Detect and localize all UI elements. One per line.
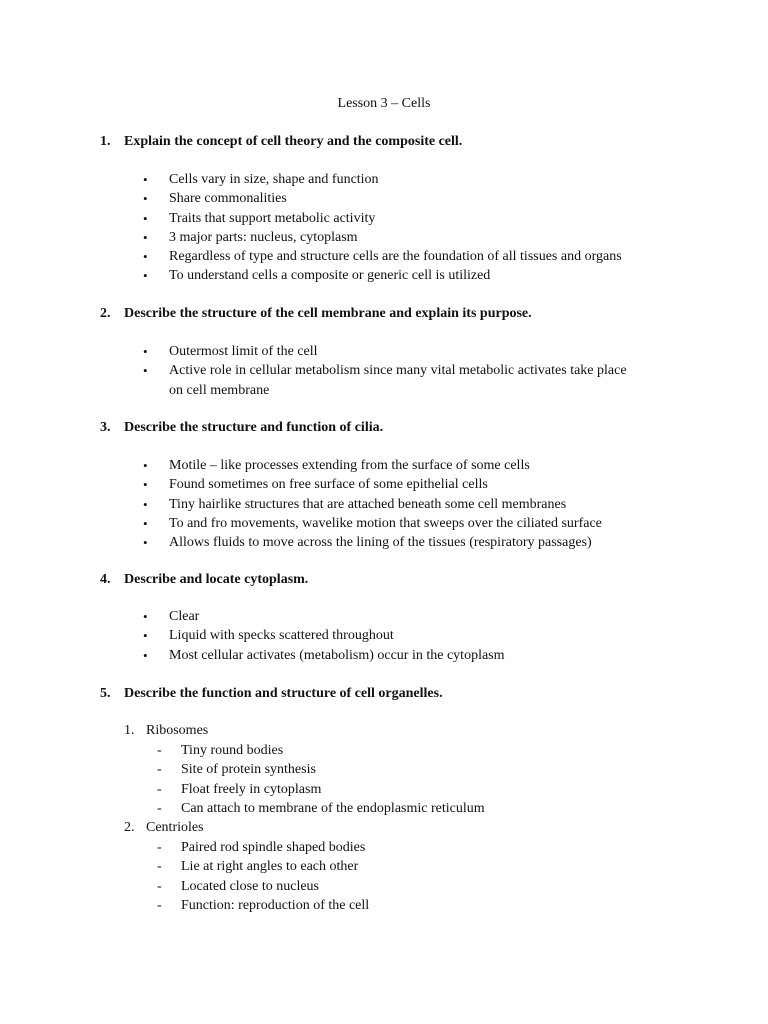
question-3-bullets bbox=[141, 456, 701, 552]
question-text: Describe the structure of the cell membrane and explain its purpose. bbox=[124, 306, 532, 321]
question-text: Explain the concept of cell theory and the composite cell. bbox=[124, 134, 463, 149]
bullet-icon: • bbox=[143, 172, 148, 187]
list-item: - Tiny round bodies bbox=[157, 741, 485, 760]
question-1-bullets bbox=[141, 170, 701, 286]
list-item: • Traits that support metabolic activity bbox=[141, 209, 701, 228]
bullet-icon: • bbox=[143, 249, 148, 265]
list-item: - Function: reproduction of the cell bbox=[157, 896, 369, 915]
list-item: • Active role in cellular metabolism since many vital metabolic activates take place bbox=[141, 361, 701, 380]
bullet-icon: • bbox=[143, 363, 148, 379]
dash-icon: - bbox=[157, 859, 162, 875]
list-item: • Motile – like processes extending from the surface of some cells bbox=[141, 456, 701, 475]
list-item: • 3 major parts: nucleus, cytoplasm bbox=[141, 228, 701, 247]
list-item: - Paired rod spindle shaped bodies bbox=[157, 838, 369, 857]
organelle-centrioles: 2. Centrioles bbox=[124, 820, 204, 835]
list-item: - Site of protein synthesis bbox=[157, 760, 485, 779]
list-item: - Lie at right angles to each other bbox=[157, 857, 369, 876]
list-item: • Share commonalities bbox=[141, 189, 701, 208]
question-3-heading bbox=[100, 418, 740, 438]
list-item: • Liquid with specks scattered throughout bbox=[141, 626, 701, 645]
dash-icon: - bbox=[157, 762, 162, 778]
question-2-bullets bbox=[141, 342, 701, 400]
list-item: - Located close to nucleus bbox=[157, 877, 369, 896]
question-text: Describe the function and structure of cell organelles. bbox=[124, 686, 443, 701]
list-item: - Can attach to membrane of the endoplasmic reticulum bbox=[157, 799, 485, 818]
list-item-continuation: on cell membrane bbox=[169, 382, 270, 398]
dash-icon: - bbox=[157, 781, 162, 797]
dash-icon: - bbox=[157, 800, 162, 816]
dash-icon: - bbox=[157, 878, 162, 894]
bullet-icon: • bbox=[143, 515, 148, 531]
dash-icon: - bbox=[157, 743, 162, 758]
list-item: • Found sometimes on free surface of some epithelial cells bbox=[141, 475, 701, 494]
bullet-icon: • bbox=[143, 477, 148, 493]
bullet-icon: • bbox=[143, 210, 148, 226]
question-5-heading bbox=[100, 684, 740, 704]
question-text: Describe the structure and function of cilia. bbox=[124, 420, 384, 435]
bullet-icon: • bbox=[143, 229, 148, 245]
page-title: Lesson 3 – Cells bbox=[337, 96, 431, 111]
bullet-icon: • bbox=[143, 496, 148, 512]
dash-icon: - bbox=[157, 897, 162, 913]
question-4-bullets bbox=[141, 607, 701, 665]
list-item: • Regardless of type and structure cells are the foundation of all tissues and organs bbox=[141, 247, 701, 266]
list-item: • Allows fluids to move across the lining of the tissues (respiratory passages) bbox=[141, 533, 701, 552]
question-1-heading bbox=[100, 132, 740, 152]
dash-icon: - bbox=[157, 840, 162, 855]
bullet-icon: • bbox=[143, 535, 148, 551]
bullet-icon: • bbox=[143, 191, 148, 207]
question-number: 1. bbox=[100, 134, 111, 149]
question-4-heading bbox=[100, 570, 740, 590]
bullet-icon: • bbox=[143, 609, 148, 624]
list-item: • To understand cells a composite or generic cell is utilized bbox=[141, 266, 701, 285]
list-item: • Most cellular activates (metabolism) occur in the cytoplasm bbox=[141, 646, 701, 665]
bullet-icon: • bbox=[143, 458, 148, 473]
list-item: • Outermost limit of the cell bbox=[141, 342, 701, 361]
list-item: • Tiny hairlike structures that are attached beneath some cell membranes bbox=[141, 495, 701, 514]
question-text: Describe and locate cytoplasm. bbox=[124, 572, 309, 587]
bullet-icon: • bbox=[143, 344, 148, 359]
bullet-icon: • bbox=[143, 647, 148, 663]
list-item: - Float freely in cytoplasm bbox=[157, 780, 485, 799]
question-number: 3. bbox=[100, 420, 111, 435]
bullet-icon: • bbox=[143, 268, 148, 284]
question-number: 5. bbox=[100, 686, 111, 701]
organelle-ribosomes: 1. Ribosomes bbox=[124, 723, 209, 738]
list-item: • Clear bbox=[141, 607, 701, 626]
question-2-heading bbox=[100, 304, 740, 324]
bullet-icon: • bbox=[143, 628, 148, 644]
centrioles-points bbox=[157, 838, 369, 915]
question-number: 2. bbox=[100, 306, 111, 321]
list-item: • Cells vary in size, shape and function bbox=[141, 170, 701, 189]
list-item: • To and fro movements, wavelike motion that sweeps over the ciliated surface bbox=[141, 514, 701, 533]
ribosomes-points bbox=[157, 741, 485, 818]
question-number: 4. bbox=[100, 572, 111, 587]
